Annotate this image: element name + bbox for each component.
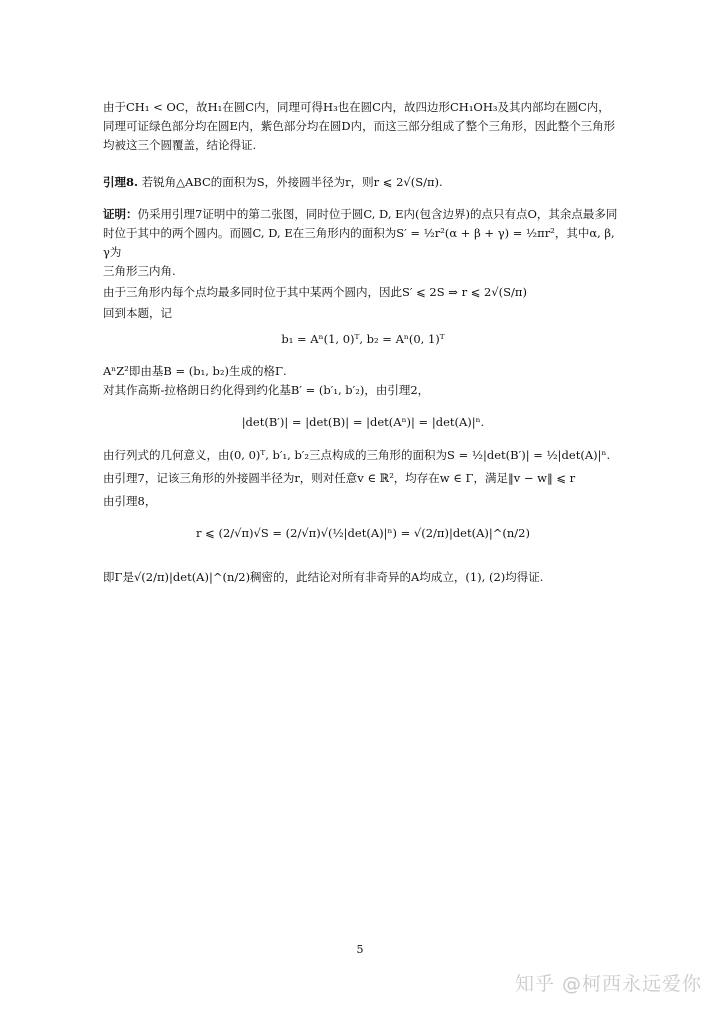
equation-determinant: |det(B′)| = |det(B)| = |det(Aⁿ)| = |det(A)|ⁿ. xyxy=(241,415,485,429)
text-line: 由于CH₁ < OC，故H₁在圆C内，同理可得H₃也在圆C内，故四边形CH₁OH₃及其内部均在圆C内， xyxy=(103,100,610,114)
lattice-paragraph xyxy=(103,362,623,400)
paragraph-proof-end xyxy=(103,98,623,155)
text-line: 由引理8， xyxy=(103,494,157,508)
proof-label: 证明： xyxy=(103,207,138,221)
text-line: 仍采用引理7证明中的第二张图，同时位于圆C, D, E内(包含边界)的点只有点O，其余点最多同 xyxy=(137,207,618,221)
text-line: 由行列式的几何意义，由(0, 0)ᵀ, b′₁, b′₂三点构成的三角形的面积为S = ½|det(B′)| = ½|det(A)|ⁿ. xyxy=(103,448,611,462)
page-number: 5 xyxy=(356,943,364,956)
lemma-8-statement xyxy=(103,173,623,192)
lemma-8-proof xyxy=(103,205,623,302)
equation-radius-bound: r ⩽ (2/√π)√S = (2/√π)√(½|det(A)|ⁿ) = √(2/π)|det(A)|^(n/2) xyxy=(196,526,530,540)
lemma-label: 引理8. xyxy=(103,175,139,189)
text-line: 由于三角形内每个点均最多同时位于其中某两个圆内，因此S′ ⩽ 2S ⇒ r ⩽ 2√(S/π) xyxy=(103,285,527,299)
text-line: 三角形三内角. xyxy=(103,264,176,278)
text-line: 由引理7，记该三角形的外接圆半径为r，则对任意v ∈ ℝ²，均存在w ∈ Γ，满足‖v − w‖ ⩽ r xyxy=(103,471,576,485)
text-line: 均被这三个圆覆盖，结论得证. xyxy=(103,138,257,152)
text-line: 即Γ是√(2/π)|det(A)|^(n/2)稠密的，此结论对所有非奇异的A均成立，(1), (2)均得证. xyxy=(103,570,544,584)
text-line: 回到本题，记 xyxy=(103,306,172,320)
text-line: 时位于其中的两个圆内。而圆C, D, E在三角形内的面积为S′ = ½r²(α + β + γ) = ½πr²，其中α, β, γ为 xyxy=(103,226,615,259)
text-line: AⁿZ²即由基B = (b₁, b₂)生成的格Γ. xyxy=(103,364,287,378)
equation-basis: b₁ = Aⁿ(1, 0)ᵀ, b₂ = Aⁿ(0, 1)ᵀ xyxy=(281,332,445,346)
back-to-problem xyxy=(103,304,623,323)
text-line: 对其作高斯-拉格朗日约化得到约化基B′ = (b′₁, b′₂)，由引理2， xyxy=(103,383,430,397)
lemma-text: 若锐角△ABC的面积为S，外接圆半径为r，则r ⩽ 2√(S/π). xyxy=(141,175,443,189)
watermark: 知乎 @柯西永远爱你 xyxy=(514,973,702,995)
text-line: 同理可证绿色部分均在圆E内，紫色部分均在圆D内，而这三部分组成了整个三角形，因此整个三角形 xyxy=(103,119,616,133)
conclusion-paragraph xyxy=(103,568,623,587)
area-paragraph xyxy=(103,446,623,511)
